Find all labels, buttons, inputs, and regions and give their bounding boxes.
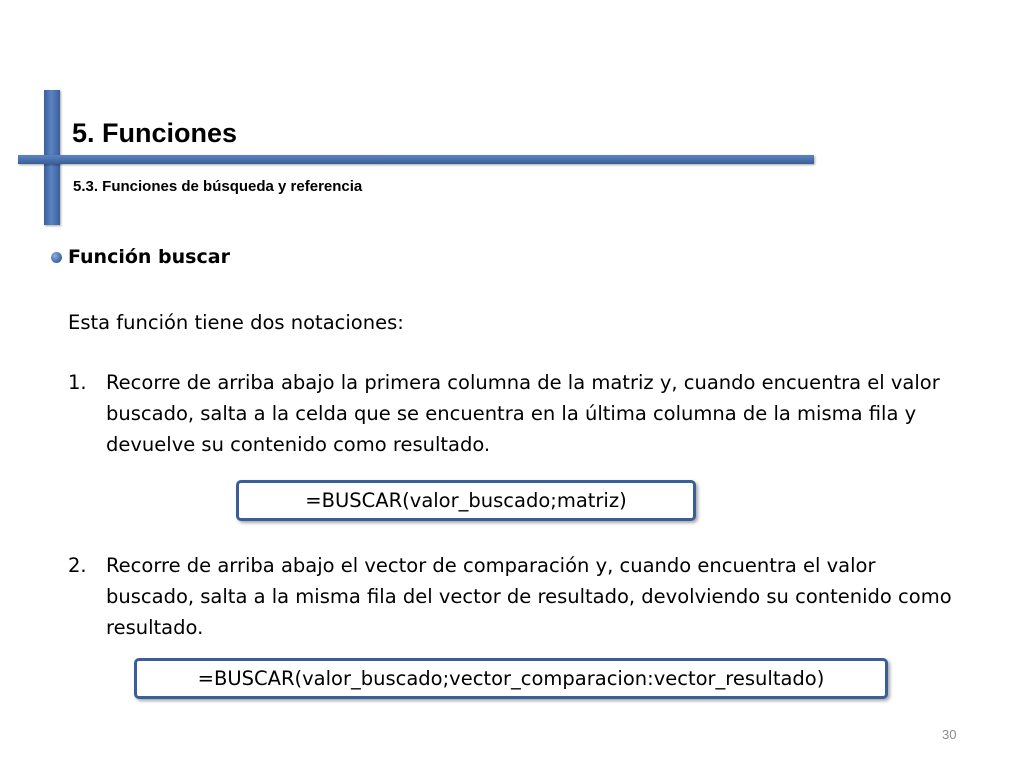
slide-subtitle: 5.3. Funciones de búsqueda y referencia <box>73 178 363 195</box>
decorative-horizontal-bar <box>18 155 814 164</box>
page-number: 30 <box>942 727 957 742</box>
list-item-text: Recorre de arriba abajo el vector de comparación y, cuando encuentra el valor buscado, salta a la misma fila del vector de resultado, devolviendo su contenido como resultado. <box>106 554 952 639</box>
formula-box-1: =BUSCAR(valor_buscado;matriz) <box>236 480 696 521</box>
list-item-number: 2. <box>68 554 87 577</box>
section-heading: Función buscar <box>68 246 230 268</box>
list-item-text: Recorre de arriba abajo la primera columna de la matriz y, cuando encuentra el valor buscado, salta a la celda que se encuentra en la última columna de la misma fila y devuelve su contenido como resultado. <box>106 371 940 456</box>
slide-title: 5. Funciones <box>72 118 238 148</box>
intro-text: Esta función tiene dos notaciones: <box>68 311 404 334</box>
list-item-1 <box>68 367 968 460</box>
bullet-dot-icon <box>51 252 62 263</box>
list-item-2 <box>68 550 968 643</box>
list-item-number: 1. <box>68 371 87 394</box>
formula-box-2: =BUSCAR(valor_buscado;vector_comparacion:vector_resultado) <box>134 658 888 699</box>
